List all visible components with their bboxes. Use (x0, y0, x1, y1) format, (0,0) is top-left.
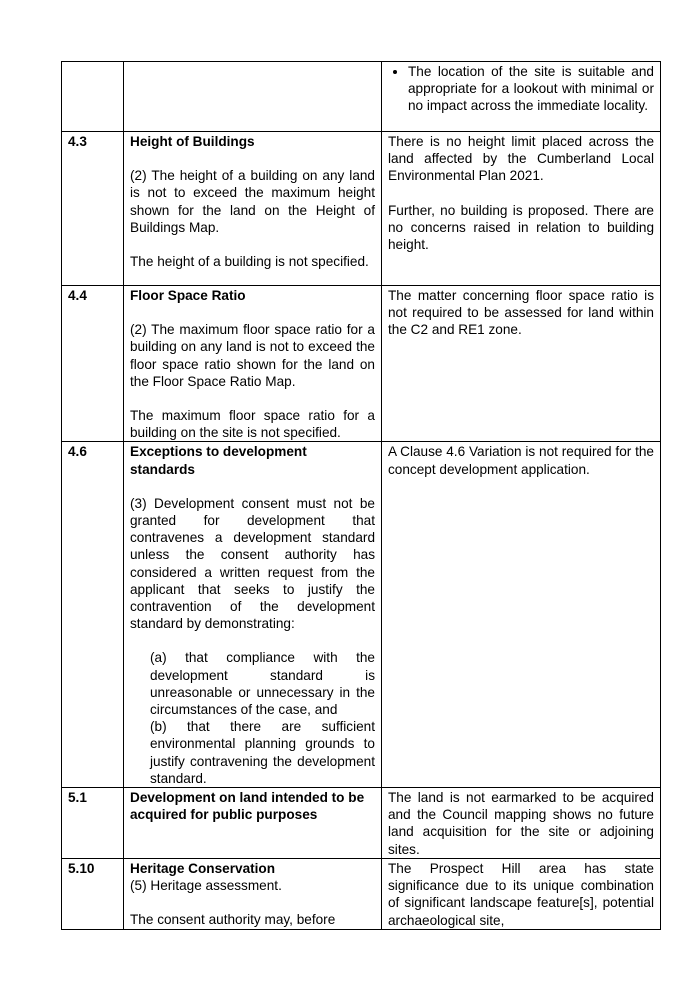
provision-text: (2) The height of a building on any land is not to exceed the maximum height shown for the land on the Height of Buildings Map. (130, 168, 375, 235)
clause-number: 5.1 (62, 788, 124, 859)
provision-subclause: (a) that compliance with the development standard is unreasonable or unnecessary in the circumstances of the case, and (150, 650, 375, 718)
table-row (62, 788, 661, 859)
provision-text: (5) Heritage assessment. (130, 878, 282, 894)
comment-text: The land is not earmarked to be acquired and the Council mapping shows no future land acquisition for the site or adjoining sites. (388, 790, 654, 857)
comment-text: A Clause 4.6 Variation is not required for the concept development application. (388, 444, 654, 477)
provision-subclause: (b) that there are sufficient environmental planning grounds to justify contravening the development standard. (150, 719, 375, 786)
provision-text: (2) The maximum floor space ratio for a building on any land is not to exceed the floor space ratio shown for the land on the Floor Space Ratio Map. (130, 322, 375, 389)
planning-compliance-table (61, 61, 661, 930)
provision-cell (124, 132, 382, 286)
clause-heading: Height of Buildings (130, 134, 255, 149)
comment-cell (382, 132, 661, 286)
table-row (62, 286, 661, 442)
table-row (62, 62, 661, 132)
comment-cell (382, 788, 661, 859)
clause-number: 5.10 (62, 858, 124, 929)
provision-text: (3) Development consent must not be granted for development that contravenes a development standard unless the consent authority has considered a written request from the applicant that seeks to justify the contravention of the development standard by demonstrating: (130, 495, 375, 632)
clause-number: 4.3 (62, 132, 124, 286)
provision-text: The height of a building is not specified. (130, 254, 369, 270)
clause-heading: Heritage Conservation (130, 860, 276, 876)
clause-number (62, 62, 124, 132)
provision-cell (124, 858, 382, 929)
comment-cell (382, 442, 661, 788)
comment-cell (382, 858, 661, 929)
clause-number: 4.4 (62, 286, 124, 442)
clause-heading: Development on land intended to be acquired for public purposes (130, 790, 365, 823)
clause-heading: Exceptions to development standards (130, 444, 307, 477)
comment-cell (382, 62, 661, 132)
comment-text: There is no height limit placed across the land affected by the Cumberland Local Environmental Plan 2021. (388, 134, 654, 184)
provision-cell (124, 442, 382, 788)
comment-text: The Prospect Hill area has state significance due to its unique combination of significant landscape feature[s], potential archaeological site, (388, 860, 654, 928)
provision-cell (124, 62, 382, 132)
comment-bullet: • The location of the site is suitable and appropriate for a lookout with minimal or no impact across the immediate locality. (408, 63, 654, 115)
provision-text: The maximum floor space ratio for a building on the site is not specified. (130, 408, 375, 441)
comment-cell (382, 286, 661, 442)
provision-text: The consent authority may, before (130, 912, 336, 928)
clause-number: 4.6 (62, 442, 124, 788)
table-row (62, 132, 661, 286)
comment-text: The matter concerning floor space ratio is not required to be assessed for land within the C2 and RE1 zone. (388, 288, 654, 338)
provision-cell (124, 286, 382, 442)
table-row (62, 442, 661, 788)
provision-cell (124, 788, 382, 859)
clause-heading: Floor Space Ratio (130, 288, 246, 303)
comment-text: Further, no building is proposed. There are no concerns raised in relation to building height. (388, 202, 654, 253)
table-row (62, 858, 661, 929)
